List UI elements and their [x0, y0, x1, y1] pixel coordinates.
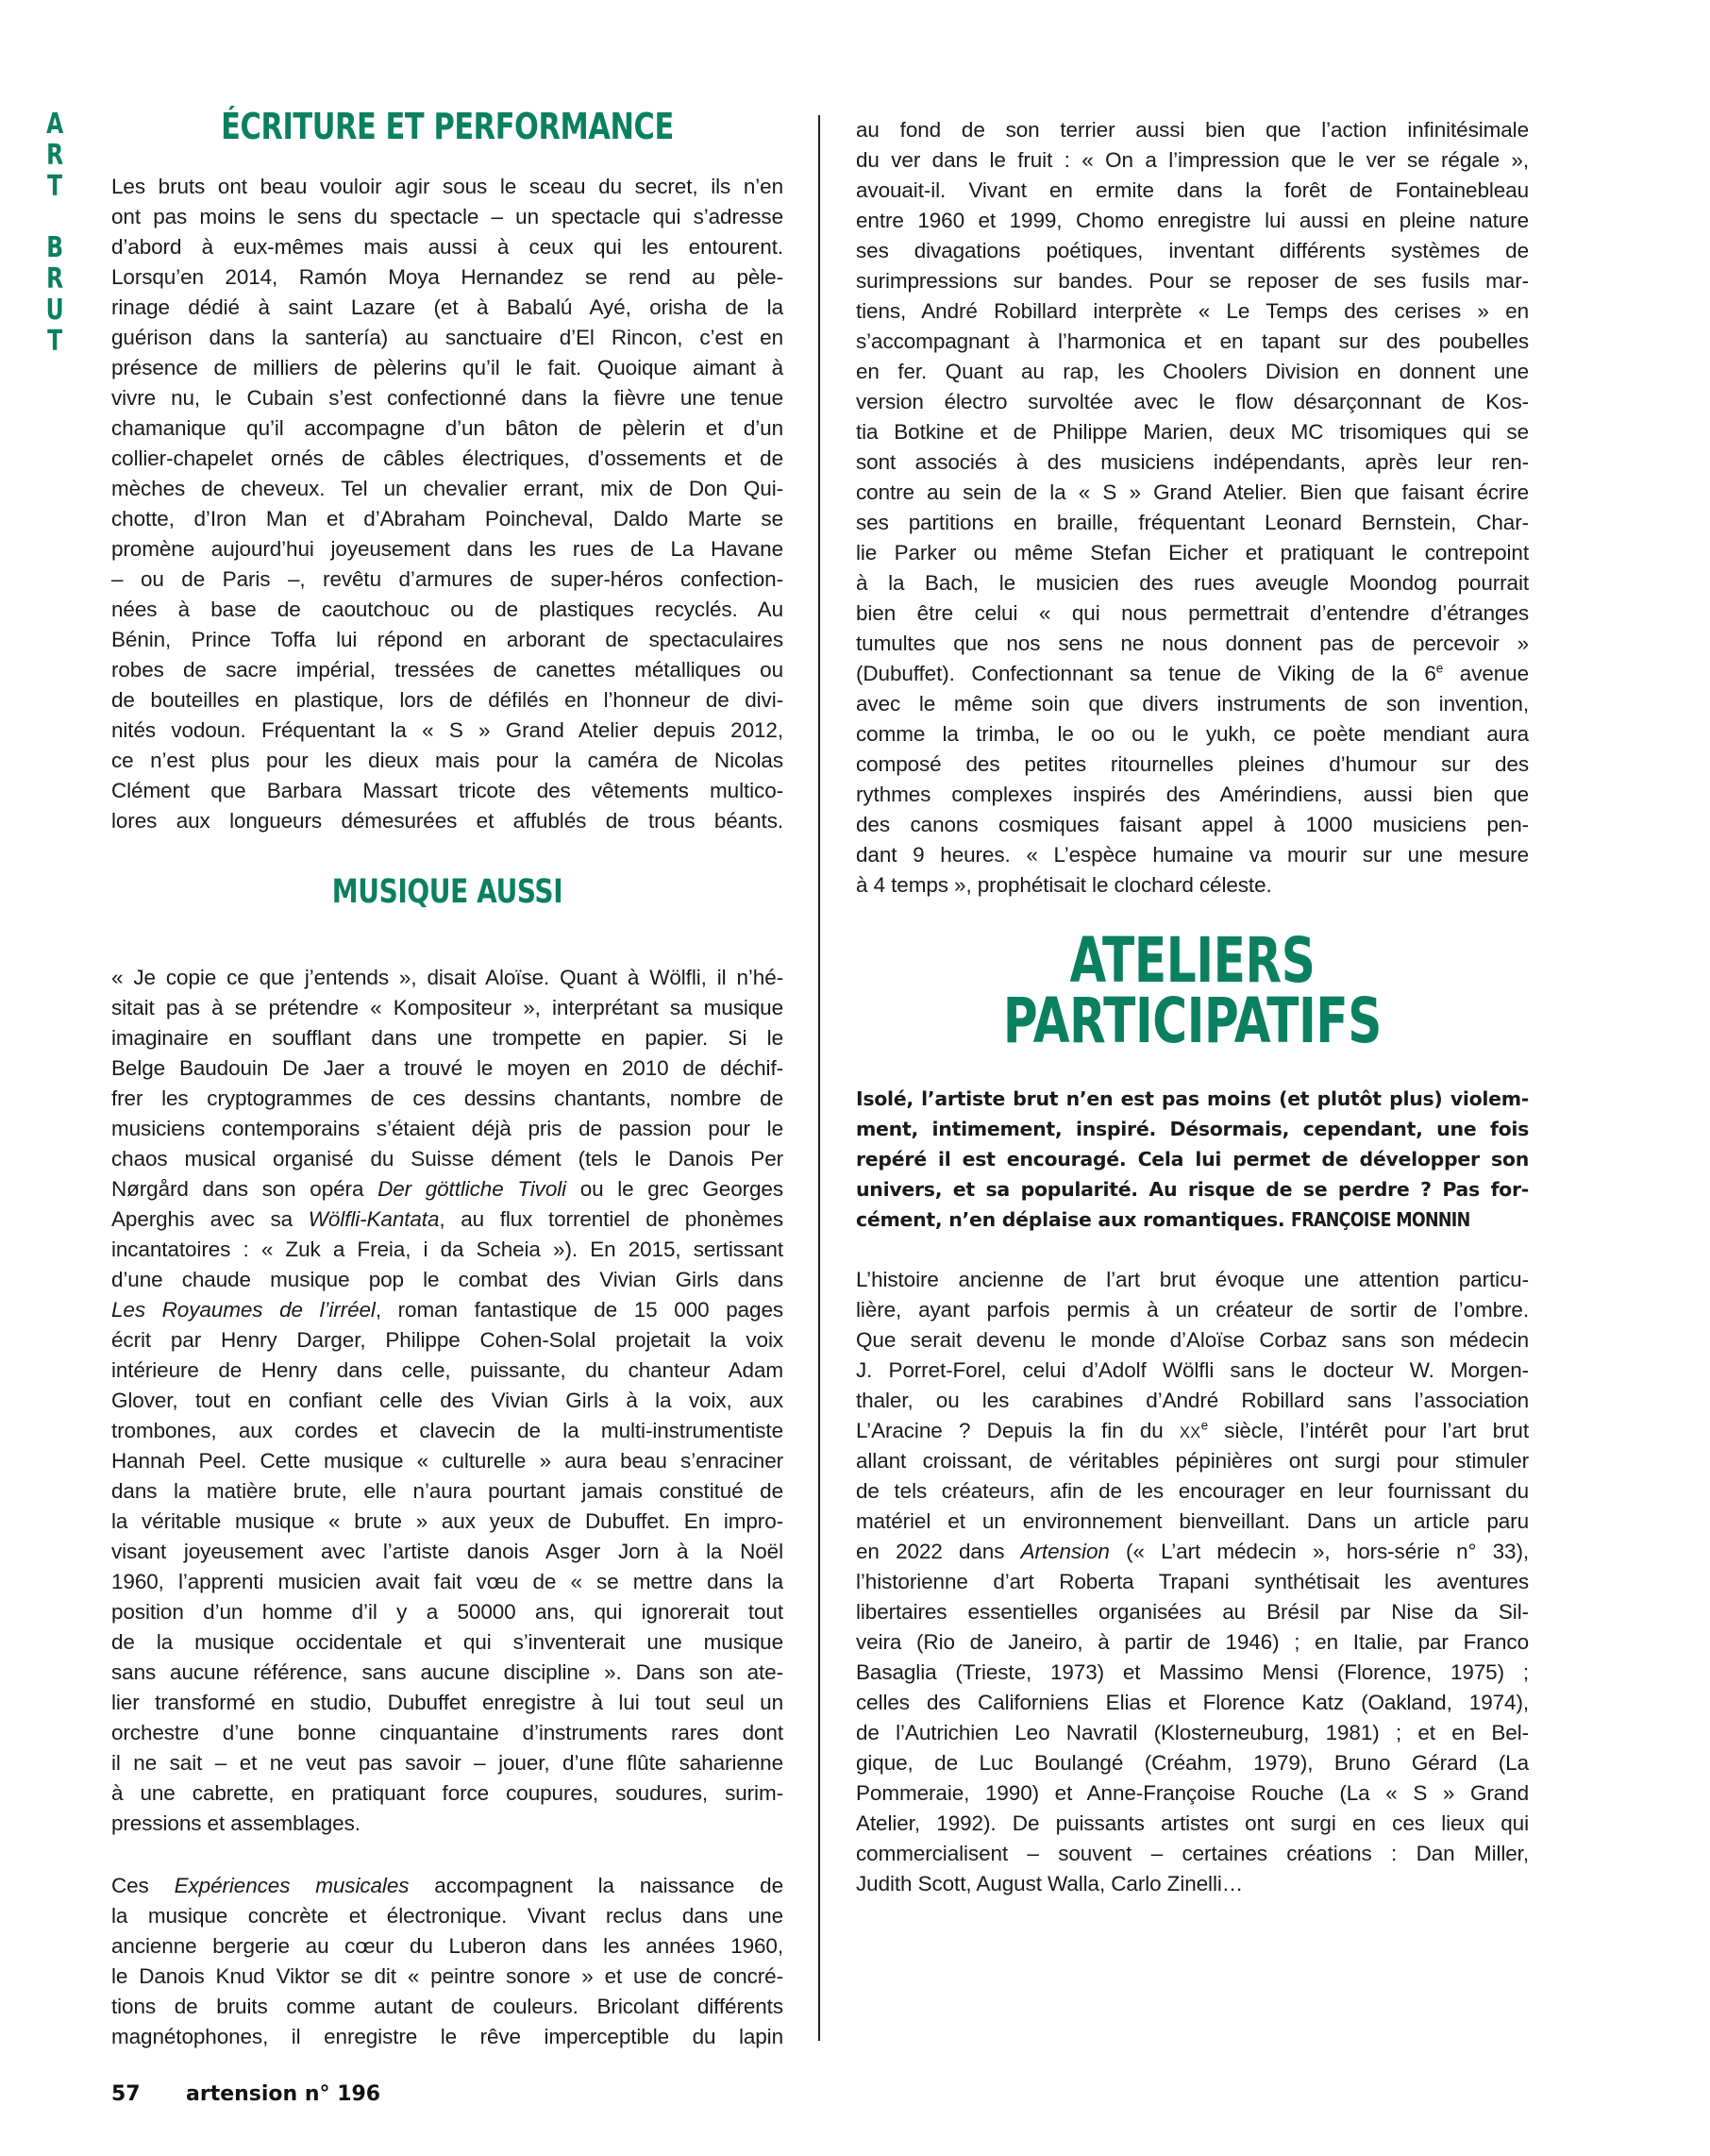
text-line: des canons cosmiques faisant appel à 1000 musiciens pen-: [856, 813, 1529, 836]
text-run: en 2022 dans: [856, 1540, 1021, 1563]
text-run: L’Aracine ? Depuis la fin du: [856, 1419, 1180, 1442]
text-line: collier-chapelet ornés de câbles électriques, d’ossements et de: [111, 446, 783, 470]
section-heading-ateliers: [937, 924, 1449, 1057]
text-line: de l’Autrichien Leo Navratil (Klosterneuburg, 1981) ; et en Bel-: [856, 1721, 1529, 1744]
text-line: Clément que Barbara Massart tricote des vêtements multico-: [111, 779, 783, 802]
text-line: de bouteilles en plastique, lors de défilés en l’honneur de divi-: [111, 688, 783, 712]
text-run: , roman fantastique de 15 000 pages: [375, 1298, 784, 1322]
text-line: L’histoire ancienne de l’art brut évoque une attention particu-: [856, 1268, 1529, 1291]
text-line: trombones, aux cordes et clavecin de la multi-instrumentiste: [111, 1419, 783, 1442]
text-run: cément, n’en déplaise aux romantiques.: [856, 1208, 1292, 1231]
section-heading-musique: MUSIQUE AUSSI: [331, 873, 563, 911]
text-line: magnétophones, il enregistre le rêve imperceptible du lapin: [111, 2025, 783, 2048]
italic-title: Artension: [1020, 1540, 1110, 1563]
text-line: avouait-il. Vivant en ermite dans la forêt de Fontainebleau: [856, 178, 1529, 202]
text-line: orchestre d’une bonne cinquantaine d’instruments rares dont: [111, 1721, 783, 1744]
text-line: nités vodoun. Fréquentant la « S » Grand Atelier depuis 2012,: [111, 718, 783, 742]
text-line: à une cabrette, en pratiquant force coupures, soudures, surim-: [111, 1781, 783, 1805]
side-tag-letter: R: [46, 139, 64, 172]
text-line: à la Bach, le musicien des rues aveugle Moondog pourrait: [856, 571, 1529, 595]
page-footer: [111, 2082, 380, 2106]
text-line: lière, ayant parfois permis à un créateur de sortir de l’ombre.: [856, 1298, 1529, 1322]
text-line: comme la trimba, le oo ou le yukh, ce poète mendiant aura: [856, 722, 1529, 746]
publication-issue: artension n° 196: [186, 2082, 381, 2106]
text-line: rythmes complexes inspirés des Amérindiens, aussi bien que: [856, 783, 1529, 806]
text-line: ses divagations poétiques, inventant différents systèmes de: [856, 239, 1529, 262]
italic-title: Der göttliche Tivoli: [377, 1177, 567, 1201]
text-line: musiciens contemporains s’étaient déjà pris de passion pour le: [111, 1117, 783, 1140]
text-line: en fer. Quant au rap, les Choolers Division en donnent une: [856, 360, 1529, 383]
text-line: version électro survoltée avec le flow désarçonnant de Kos-: [856, 390, 1529, 413]
text-line: J. Porret-Forel, celui d’Adolf Wölfli sans le docteur W. Morgen-: [856, 1358, 1529, 1382]
text-line: tions de bruits comme autant de couleurs. Bricolant différents: [111, 1995, 783, 2018]
text-line: sont associés à des musiciens indépendants, après leur ren-: [856, 450, 1529, 474]
text-line: matériel et un environnement bienveillant. Dans un article paru: [856, 1509, 1529, 1533]
text-line: s’accompagnant à l’harmonica et en tapant sur des poubelles: [856, 329, 1529, 353]
text-run: Nørgård dans son opéra: [111, 1177, 378, 1201]
text-line: veira (Rio de Janeiro, à partir de 1946) ; en Italie, par Franco: [856, 1630, 1529, 1654]
text-line: [856, 1204, 1529, 1235]
text-line: gique, de Luc Boulangé (Créahm, 1979), Bruno Gérard (La: [856, 1751, 1529, 1775]
text-line: « Je copie ce que j’entends », disait Aloïse. Quant à Wölfli, il n’hé-: [111, 966, 783, 989]
page-number: 57: [111, 2082, 141, 2106]
text-line: celles des Californiens Elias et Florence Katz (Oakland, 1974),: [856, 1691, 1529, 1714]
side-tag-letter: R: [46, 262, 64, 295]
text-line: – ou de Paris –, revêtu d’armures de super-héros confection-: [111, 567, 783, 591]
italic-title: Expériences musicales: [174, 1874, 410, 1897]
side-tag-letter: T: [47, 170, 63, 203]
text-line: frer les cryptogrammes de ces dessins chantants, nombre de: [111, 1086, 783, 1110]
text-line: rinage dédié à saint Lazare (et à Babalú Ayé, orisha de la: [111, 295, 783, 319]
text-line: repéré il est encouragé. Cela lui permet de développer son: [856, 1148, 1529, 1171]
text-line: Que serait devenu le monde d’Aloïse Corbaz sans son médecin: [856, 1328, 1529, 1352]
text-line: entre 1960 et 1999, Chomo enregistre lui aussi en pleine nature: [856, 209, 1529, 232]
text-line: univers, et sa popularité. Au risque de se perdre ? Pas for-: [856, 1178, 1529, 1201]
text-line: à 4 temps », prophétisait le clochard céleste.: [856, 873, 1272, 897]
text-line: [111, 1174, 783, 1204]
text-line: avec le même soin que divers instruments de son invention,: [856, 692, 1529, 716]
text-line: l’historienne d’art Roberta Trapani synthétisait les aventures: [856, 1570, 1529, 1593]
text-run: , au flux torrentiel de phonèmes: [439, 1207, 783, 1231]
text-line: il ne sait – et ne veut pas savoir – jouer, d’une flûte saharienne: [111, 1751, 783, 1775]
text-line: nées à base de caoutchouc ou de plastiques recyclés. Au: [111, 598, 783, 621]
text-line: imaginaire en soufflant dans une trompette en papier. Si le: [111, 1026, 783, 1050]
side-tag-letter: T: [47, 325, 63, 358]
century-numeral: XX: [1179, 1424, 1201, 1441]
text-line: intérieure de Henry dans celle, puissante, du chanteur Adam: [111, 1358, 783, 1382]
text-run: siècle, l’intérêt pour l’art brut: [1207, 1419, 1529, 1442]
text-line: Hannah Peel. Cette musique « culturelle » aura beau s’enraciner: [111, 1449, 783, 1473]
text-run: (Dubuffet). Confectionnant sa tenue de Viking de la 6: [856, 662, 1436, 685]
text-line: composé des petites ritournelles pleines d’humour sur des: [856, 752, 1529, 776]
text-line: le Danois Knud Viktor se dit « peintre sonore » et use de concré-: [111, 1964, 783, 1988]
text-line: commercialisent – souvent – certaines créations : Dan Miller,: [856, 1842, 1529, 1865]
text-line: chamanique qu’il accompagne d’un bâton de pèlerin et d’un: [111, 416, 783, 440]
text-line: écrit par Henry Darger, Philippe Cohen-Solal projetait la voix: [111, 1328, 783, 1352]
text-line: [856, 1537, 1529, 1567]
text-line: chotte, d’Iron Man et d’Abraham Poincheval, Daldo Marte se: [111, 507, 783, 531]
heading-line: ATELIERS: [1069, 924, 1316, 997]
text-line: Pommeraie, 1990) et Anne-Françoise Rouche (La « S » Grand: [856, 1781, 1529, 1805]
author-byline: FRANÇOISE MONNIN: [1291, 1208, 1470, 1231]
text-line: vivre nu, le Cubain s’est confectionné dans la fièvre une tenue: [111, 386, 783, 410]
text-line: d’une chaude musique pop le combat des Vivian Girls dans: [111, 1268, 783, 1291]
text-line: ancienne bergerie au cœur du Luberon dans les années 1960,: [111, 1934, 783, 1958]
section-heading-ecriture: ÉCRITURE ET PERFORMANCE: [221, 106, 674, 147]
text-line: contre au sein de la « S » Grand Atelier. Bien que faisant écrire: [856, 480, 1529, 504]
text-line: Atelier, 1992). De puissants artistes ont surgi en ces lieux qui: [856, 1811, 1529, 1835]
text-line: Les bruts ont beau vouloir agir sous le sceau du secret, ils n’en: [111, 175, 783, 198]
text-run: Aperghis avec sa: [111, 1207, 309, 1231]
text-line: chaos musical organisé du Suisse dément (tels le Danois Per: [111, 1147, 783, 1171]
column-divider: [818, 115, 820, 2041]
text-line: tiens, André Robillard interprète « Le Temps des cerises » en: [856, 299, 1529, 323]
text-line: sans aucune référence, sans aucune discipline ». Dans son ate-: [111, 1660, 783, 1684]
heading-line: PARTICIPATIFS: [1002, 985, 1383, 1057]
text-line: de la musique occidentale et qui s’inventerait une musique: [111, 1630, 783, 1654]
side-tag-gap: [45, 202, 64, 232]
text-line: sitait pas à se prétendre « Kompositeur », interprétant sa musique: [111, 996, 783, 1019]
text-line: [111, 1871, 783, 1901]
text-line: tumultes que nos sens ne nous donnent pas de percevoir »: [856, 632, 1529, 655]
text-line: Basaglia (Trieste, 1973) et Massimo Mensi (Florence, 1975) ;: [856, 1660, 1529, 1684]
paragraph-continuation: [856, 115, 1529, 901]
text-line: mèches de cheveux. Tel un chevalier errant, mix de Don Qui-: [111, 477, 783, 500]
text-line: lie Parker ou même Stefan Eicher et pratiquant le contrepoint: [856, 541, 1529, 564]
text-line: [856, 1416, 1529, 1446]
text-line: de tels créateurs, afin de les encourager en leur fournissant du: [856, 1479, 1529, 1503]
lead-paragraph: [856, 1084, 1529, 1235]
text-line: Glover, tout en confiant celle des Vivian Girls à la voix, aux: [111, 1389, 783, 1412]
paragraph-ecriture: [111, 172, 783, 836]
text-line: tia Botkine et de Philippe Marien, deux MC trisomiques qui se: [856, 420, 1529, 444]
text-line: Isolé, l’artiste brut n’en est pas moins (et plutôt plus) violem-: [856, 1087, 1529, 1110]
text-line: ses partitions en braille, fréquentant Leonard Bernstein, Char-: [856, 511, 1529, 534]
text-line: thaler, ou les carabines d’André Robillard sans l’association: [856, 1389, 1529, 1412]
text-line: Lorsqu’en 2014, Ramón Moya Hernandez se rend au pèle-: [111, 265, 783, 289]
text-line: allant croissant, de véritables pépinières ont surgi pour stimuler: [856, 1449, 1529, 1473]
text-line: du ver dans le fruit : « On a l’impression que le ver se régale »,: [856, 148, 1529, 172]
text-line: [856, 659, 1529, 689]
text-line: pressions et assemblages.: [111, 1811, 360, 1835]
text-line: 1960, l’apprenti musicien avait fait vœu de « se mettre dans la: [111, 1570, 783, 1593]
text-line: position d’un homme d’il y a 50000 ans, qui ignorerait tout: [111, 1600, 783, 1624]
text-line: [111, 1295, 783, 1325]
text-line: ce n’est plus pour les dieux mais pour la caméra de Nicolas: [111, 749, 783, 772]
text-line: libertaires essentielles organisées au Brésil par Nise da Sil-: [856, 1600, 1529, 1624]
text-line: Bénin, Prince Toffa lui répond en arborant de spectaculaires: [111, 628, 783, 651]
text-line: Belge Baudouin De Jaer a trouvé le moyen en 2010 de déchif-: [111, 1056, 783, 1080]
text-line: présence de milliers de pèlerins qu’il le fait. Quoique aimant à: [111, 356, 783, 379]
text-line: d’abord à eux-mêmes mais aussi à ceux qui les entourent.: [111, 235, 783, 259]
text-run: Ces: [111, 1874, 175, 1897]
text-line: ment, intimement, inspiré. Désormais, cependant, une fois: [856, 1118, 1529, 1140]
text-run: accompagnent la naissance de: [409, 1874, 783, 1897]
text-line: surimpressions sur bandes. Pour se reposer de ses fusils mar-: [856, 269, 1529, 293]
text-line: robes de sacre impérial, tressées de canettes métalliques ou: [111, 658, 783, 682]
text-line: guérison dans la santería) au sanctuaire d’El Rincon, c’est en: [111, 326, 783, 349]
text-line: la véritable musique « brute » aux yeux de Dubuffet. En impro-: [111, 1509, 783, 1533]
italic-title: Wölfli-Kantata: [308, 1207, 440, 1231]
paragraph-ateliers: [856, 1265, 1529, 1899]
text-line: Judith Scott, August Walla, Carlo Zinelli…: [856, 1872, 1244, 1895]
text-line: [111, 1204, 783, 1235]
text-line: dant 9 heures. « L’espèce humaine va mourir sur une mesure: [856, 843, 1529, 867]
text-line: ont pas moins le sens du spectacle – un spectacle qui s’adresse: [111, 205, 783, 228]
text-line: bien être celui « qui nous permettrait d’entendre d’étranges: [856, 601, 1529, 625]
section-side-tag: [45, 109, 64, 357]
paragraph-musique-2: [111, 1871, 783, 2052]
text-line: au fond de son terrier aussi bien que l’action infinitésimale: [856, 118, 1529, 142]
text-line: la musique concrète et électronique. Vivant reclus dans une: [111, 1904, 783, 1928]
text-line: lier transformé en studio, Dubuffet enregistre à lui tout seul un: [111, 1691, 783, 1714]
italic-title: Les Royaumes de l’irréel: [111, 1298, 376, 1322]
paragraph-musique-1: [111, 963, 783, 1839]
text-line: lores aux longueurs démesurées et affublés de trous béants.: [111, 809, 783, 833]
text-run: ou le grec Georges: [566, 1177, 783, 1201]
side-tag-letter: A: [46, 108, 64, 141]
text-line: incantatoires : « Zuk a Freia, i da Scheia »). En 2015, sertissant: [111, 1238, 783, 1261]
ordinal-superscript: e: [1435, 661, 1444, 676]
text-line: visant joyeusement avec l’artiste danois Asger Jorn à la Noël: [111, 1540, 783, 1563]
side-tag-letter: U: [45, 294, 64, 327]
ordinal-superscript: e: [1200, 1418, 1208, 1433]
text-line: promène aujourd’hui joyeusement dans les rues de La Havane: [111, 537, 783, 561]
text-run: (« L’art médecin », hors-série n° 33),: [1109, 1540, 1529, 1563]
side-tag-letter: B: [46, 231, 64, 264]
text-run: avenue: [1443, 662, 1529, 685]
text-line: dans la matière brute, elle n’aura pourtant jamais constitué de: [111, 1479, 783, 1503]
